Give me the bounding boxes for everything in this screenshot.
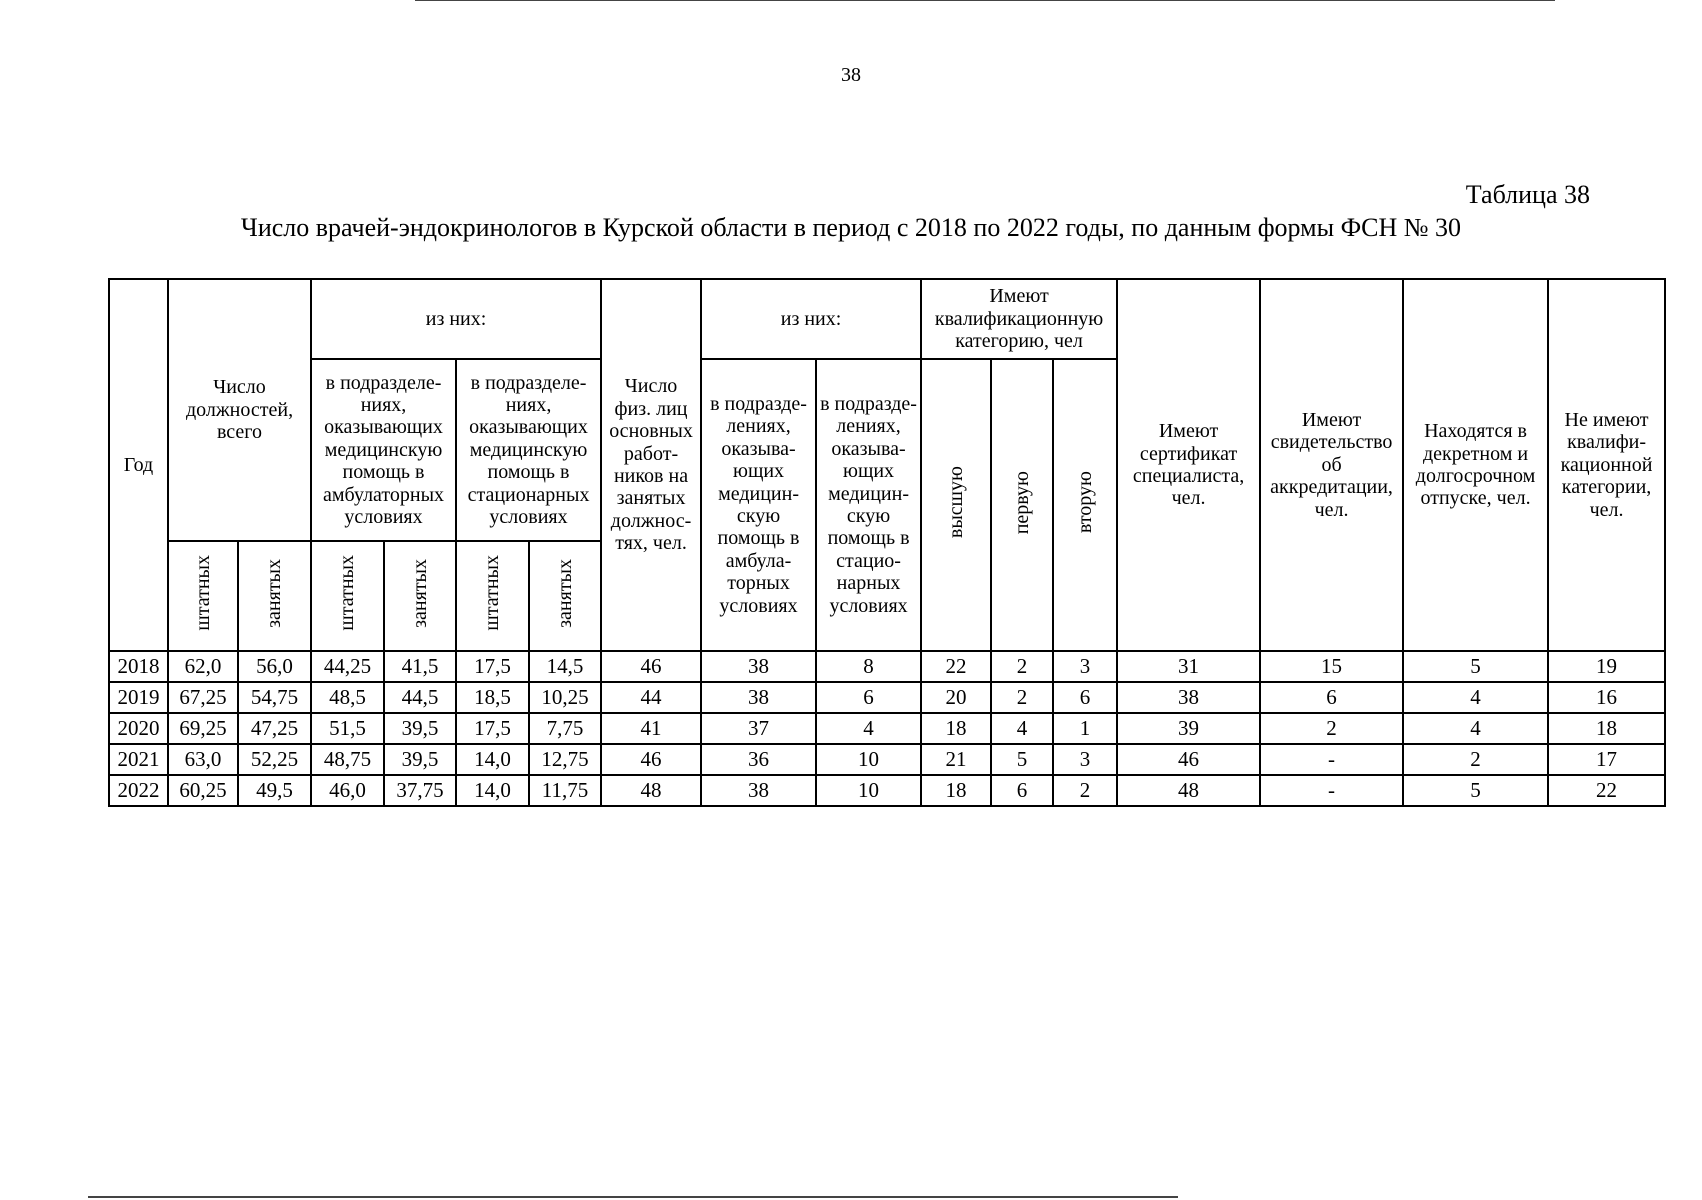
table-cell: 18 [1548, 713, 1665, 744]
table-cell: 6 [1260, 682, 1403, 713]
table-cell: 39,5 [384, 713, 456, 744]
table-cell: 63,0 [168, 744, 238, 775]
table-cell: - [1260, 744, 1403, 775]
table-cell: 22 [921, 651, 991, 682]
table-cell: 44,25 [311, 651, 384, 682]
table-cell: 7,75 [529, 713, 601, 744]
scan-edge-bottom [88, 1196, 1178, 1198]
table-cell: 17,5 [456, 651, 529, 682]
table-cell: 6 [991, 775, 1053, 806]
table-row [109, 775, 1665, 806]
table-cell: 18,5 [456, 682, 529, 713]
table-cell: 2 [991, 651, 1053, 682]
table-cell: 39 [1117, 713, 1260, 744]
table-row [109, 651, 1665, 682]
year-cell: 2021 [109, 744, 168, 775]
year-cell: 2018 [109, 651, 168, 682]
table-cell: 16 [1548, 682, 1665, 713]
table-cell: 3 [1053, 651, 1117, 682]
table-cell: 44,5 [384, 682, 456, 713]
table-title: Число врачей-эндокринологов в Курской области в период с 2018 по 2022 годы, по данным формы ФСН № 30 [240, 213, 1462, 242]
header-persons-inpatient: в подразде-лениях, оказыва-ющих медицин-скую помощь в стацио-нарных условиях [816, 359, 921, 651]
table-cell: 56,0 [238, 651, 311, 682]
table-cell: 4 [991, 713, 1053, 744]
header-positions-total: Число должностей, всего [168, 279, 311, 541]
header-positions-inpatient: в подразделе-ниях, оказывающих медицинскую помощь в стационарных условиях [456, 359, 601, 541]
table-cell: 46 [601, 651, 701, 682]
header-inpatient-occupied [529, 541, 601, 651]
header-inpatient-staff-label: штатных [481, 555, 504, 632]
table-cell: 69,25 [168, 713, 238, 744]
header-total-staff-label: штатных [191, 555, 214, 632]
year-cell: 2020 [109, 713, 168, 744]
header-total-occupied-label: занятых [263, 558, 286, 628]
table-cell: 48,5 [311, 682, 384, 713]
table-cell: 46 [1117, 744, 1260, 775]
header-inpatient-occupied-label: занятых [553, 558, 576, 628]
table-cell: 49,5 [238, 775, 311, 806]
table-body [109, 651, 1665, 806]
table-cell: 38 [701, 682, 816, 713]
table-cell: 4 [1403, 682, 1548, 713]
table-cell: 37,75 [384, 775, 456, 806]
table-cell: 20 [921, 682, 991, 713]
table-cell: - [1260, 775, 1403, 806]
table-cell: 10 [816, 744, 921, 775]
table-cell: 10 [816, 775, 921, 806]
table-cell: 4 [1403, 713, 1548, 744]
table-cell: 44 [601, 682, 701, 713]
header-total-staff [168, 541, 238, 651]
year-cell: 2022 [109, 775, 168, 806]
table-cell: 60,25 [168, 775, 238, 806]
table-cell: 6 [816, 682, 921, 713]
table-cell: 14,0 [456, 775, 529, 806]
header-of-them-positions: из них: [311, 279, 601, 359]
endocrinologists-table [108, 278, 1666, 807]
header-no-category: Не имеют квалифи-кационной категории, чел. [1548, 279, 1665, 651]
table-row [109, 713, 1665, 744]
header-of-them-persons: из них: [701, 279, 921, 359]
table-cell: 2 [991, 682, 1053, 713]
table-cell: 38 [701, 775, 816, 806]
table-cell: 11,75 [529, 775, 601, 806]
table-cell: 38 [701, 651, 816, 682]
header-highest-category [921, 359, 991, 651]
table-cell: 36 [701, 744, 816, 775]
header-first-category [991, 359, 1053, 651]
table-cell: 39,5 [384, 744, 456, 775]
table-cell: 41,5 [384, 651, 456, 682]
header-first-label: первую [1010, 470, 1033, 534]
table-cell: 67,25 [168, 682, 238, 713]
table-row [109, 682, 1665, 713]
table-cell: 54,75 [238, 682, 311, 713]
table-cell: 12,75 [529, 744, 601, 775]
table-cell: 51,5 [311, 713, 384, 744]
header-second-label: вторую [1073, 471, 1096, 534]
table-cell: 2 [1260, 713, 1403, 744]
header-ambulatory-occupied [384, 541, 456, 651]
table-cell: 22 [1548, 775, 1665, 806]
table-cell: 6 [1053, 682, 1117, 713]
table-cell: 8 [816, 651, 921, 682]
table-cell: 5 [1403, 651, 1548, 682]
year-cell: 2019 [109, 682, 168, 713]
header-certificate: Имеют сертификат специалиста, чел. [1117, 279, 1260, 651]
table-row [109, 744, 1665, 775]
table-cell: 15 [1260, 651, 1403, 682]
table-cell: 17 [1548, 744, 1665, 775]
header-qualification: Имеют квалификационную категорию, чел [921, 279, 1117, 359]
table-cell: 17,5 [456, 713, 529, 744]
table-cell: 4 [816, 713, 921, 744]
table-cell: 1 [1053, 713, 1117, 744]
header-ambulatory-staff [311, 541, 384, 651]
table-cell: 48 [1117, 775, 1260, 806]
table-cell: 62,0 [168, 651, 238, 682]
header-positions-ambulatory: в подразделе-ниях, оказывающих медицинскую помощь в амбулаторных условиях [311, 359, 456, 541]
table-cell: 46 [601, 744, 701, 775]
table-label: Таблица 38 [1465, 180, 1590, 209]
table-cell: 5 [1403, 775, 1548, 806]
table-cell: 38 [1117, 682, 1260, 713]
table-cell: 31 [1117, 651, 1260, 682]
header-physical-persons: Число физ. лиц основных работ-ников на занятых должнос-тях, чел. [601, 279, 701, 651]
table-cell: 18 [921, 713, 991, 744]
table-cell: 19 [1548, 651, 1665, 682]
table-cell: 5 [991, 744, 1053, 775]
table-cell: 10,25 [529, 682, 601, 713]
header-ambulatory-staff-label: штатных [336, 555, 359, 632]
table-cell: 52,25 [238, 744, 311, 775]
header-row-1 [109, 279, 1665, 359]
table-cell: 48,75 [311, 744, 384, 775]
header-total-occupied [238, 541, 311, 651]
table-cell: 47,25 [238, 713, 311, 744]
header-accreditation: Имеют свидетельство об аккредитации, чел. [1260, 279, 1403, 651]
header-ambulatory-occupied-label: занятых [408, 558, 431, 628]
scan-edge-top [415, 0, 1555, 1]
header-year: Год [109, 279, 168, 651]
table-cell: 14,0 [456, 744, 529, 775]
table-cell: 14,5 [529, 651, 601, 682]
header-persons-ambulatory: в подразде-лениях, оказыва-ющих медицин-скую помощь в амбула-торных условиях [701, 359, 816, 651]
table-cell: 41 [601, 713, 701, 744]
table-cell: 3 [1053, 744, 1117, 775]
table-cell: 46,0 [311, 775, 384, 806]
header-second-category [1053, 359, 1117, 651]
header-highest-label: высшую [944, 466, 967, 539]
table-cell: 2 [1053, 775, 1117, 806]
table-cell: 2 [1403, 744, 1548, 775]
table-cell: 48 [601, 775, 701, 806]
header-inpatient-staff [456, 541, 529, 651]
table-cell: 21 [921, 744, 991, 775]
table-cell: 18 [921, 775, 991, 806]
header-leave: Находятся в декретном и долгосрочном отпуске, чел. [1403, 279, 1548, 651]
table-cell: 37 [701, 713, 816, 744]
page-number: 38 [841, 64, 861, 86]
